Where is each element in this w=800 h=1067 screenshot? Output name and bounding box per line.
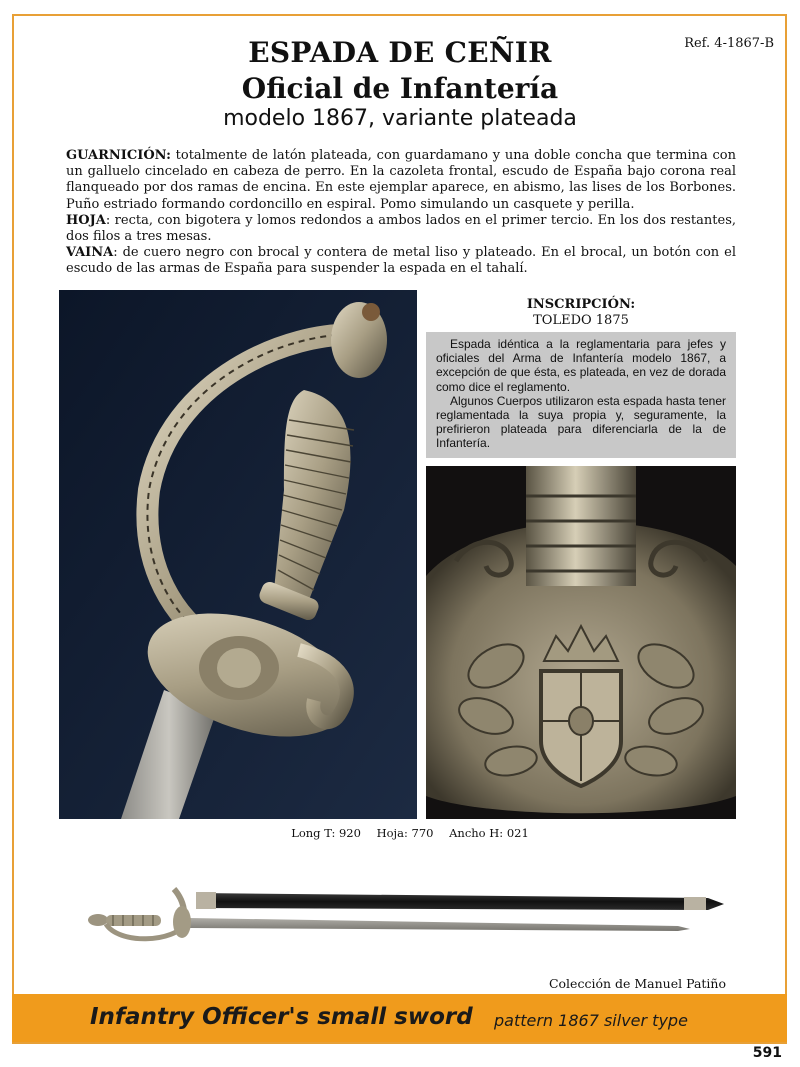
page-number: 591 [752,1045,782,1061]
page-title-secondary: Oficial de Infantería [241,72,559,105]
page-subtitle: modelo 1867, variante plateada [223,106,577,131]
note-box [426,332,736,458]
dimension-blade: Hoja: 770 [376,826,434,840]
shell-closeup-photo [426,466,736,819]
inscription-label: INSCRIPCIÓN: [526,297,636,312]
dimension-length: Long T: 920 [291,826,361,840]
banner-title: Infantry Officer's small sword [90,1004,473,1030]
hoja-text: : recta, con bigotera y lomos redondos a ambos lados en el primer tercio. En los dos restantes, dos filos a tres mesas. [66,212,736,245]
collection-credit: Colección de Manuel Patiño [548,976,726,991]
full-sword-photo [78,884,730,946]
hoja-label: HOJA [66,212,106,228]
vaina-text: : de cuero negro con brocal y contera de metal liso y plateado. En el brocal, un botón con el escudo de las armas de España para suspender la espada en el tahalí. [66,245,736,277]
note-paragraph-1: Espada idéntica a la reglamentaria para jefes y oficiales del Arma de Infantería modelo 1867, a excepción de que ésta, es plateada, en vez de dorada como dice el reglamento. [436,337,726,394]
hilt-photo [59,290,417,819]
hoja-paragraph [66,213,736,245]
inscription-value: TOLEDO 1875 [533,313,629,328]
guarnicion-label: GUARNICIÓN: [66,148,171,163]
guarnicion-paragraph [66,148,736,213]
banner-subtitle: pattern 1867 silver type [494,1011,688,1030]
guarnicion-text: totalmente de latón plateada, con guardamano y una doble concha que termina con un galluelo cincelado en cabeza de perro. En la cazoleta frontal, escudo de España bajo corona real flanqueado por dos ramas de encina. En este ejemplar aparece, en abismo, las lises de los Borbones. Puño estriado formando cordoncillo en espiral. Pomo simulando un casquete y perilla. [66,148,736,212]
page-title: ESPADA DE CEÑIR [248,36,552,69]
reference-code: Ref. 4-1867-B [684,36,774,51]
vaina-label: VAINA [66,245,114,261]
vaina-paragraph [66,245,736,277]
dimension-width: Ancho H: 021 [449,826,529,840]
dimensions-line [0,826,800,840]
note-paragraph-2: Algunos Cuerpos utilizaron esta espada hasta tener reglamentada la suya propia y, seguramente, la prefirieron plateada para diferenciarla de la de Infantería. [436,393,726,451]
description-block [66,148,736,278]
